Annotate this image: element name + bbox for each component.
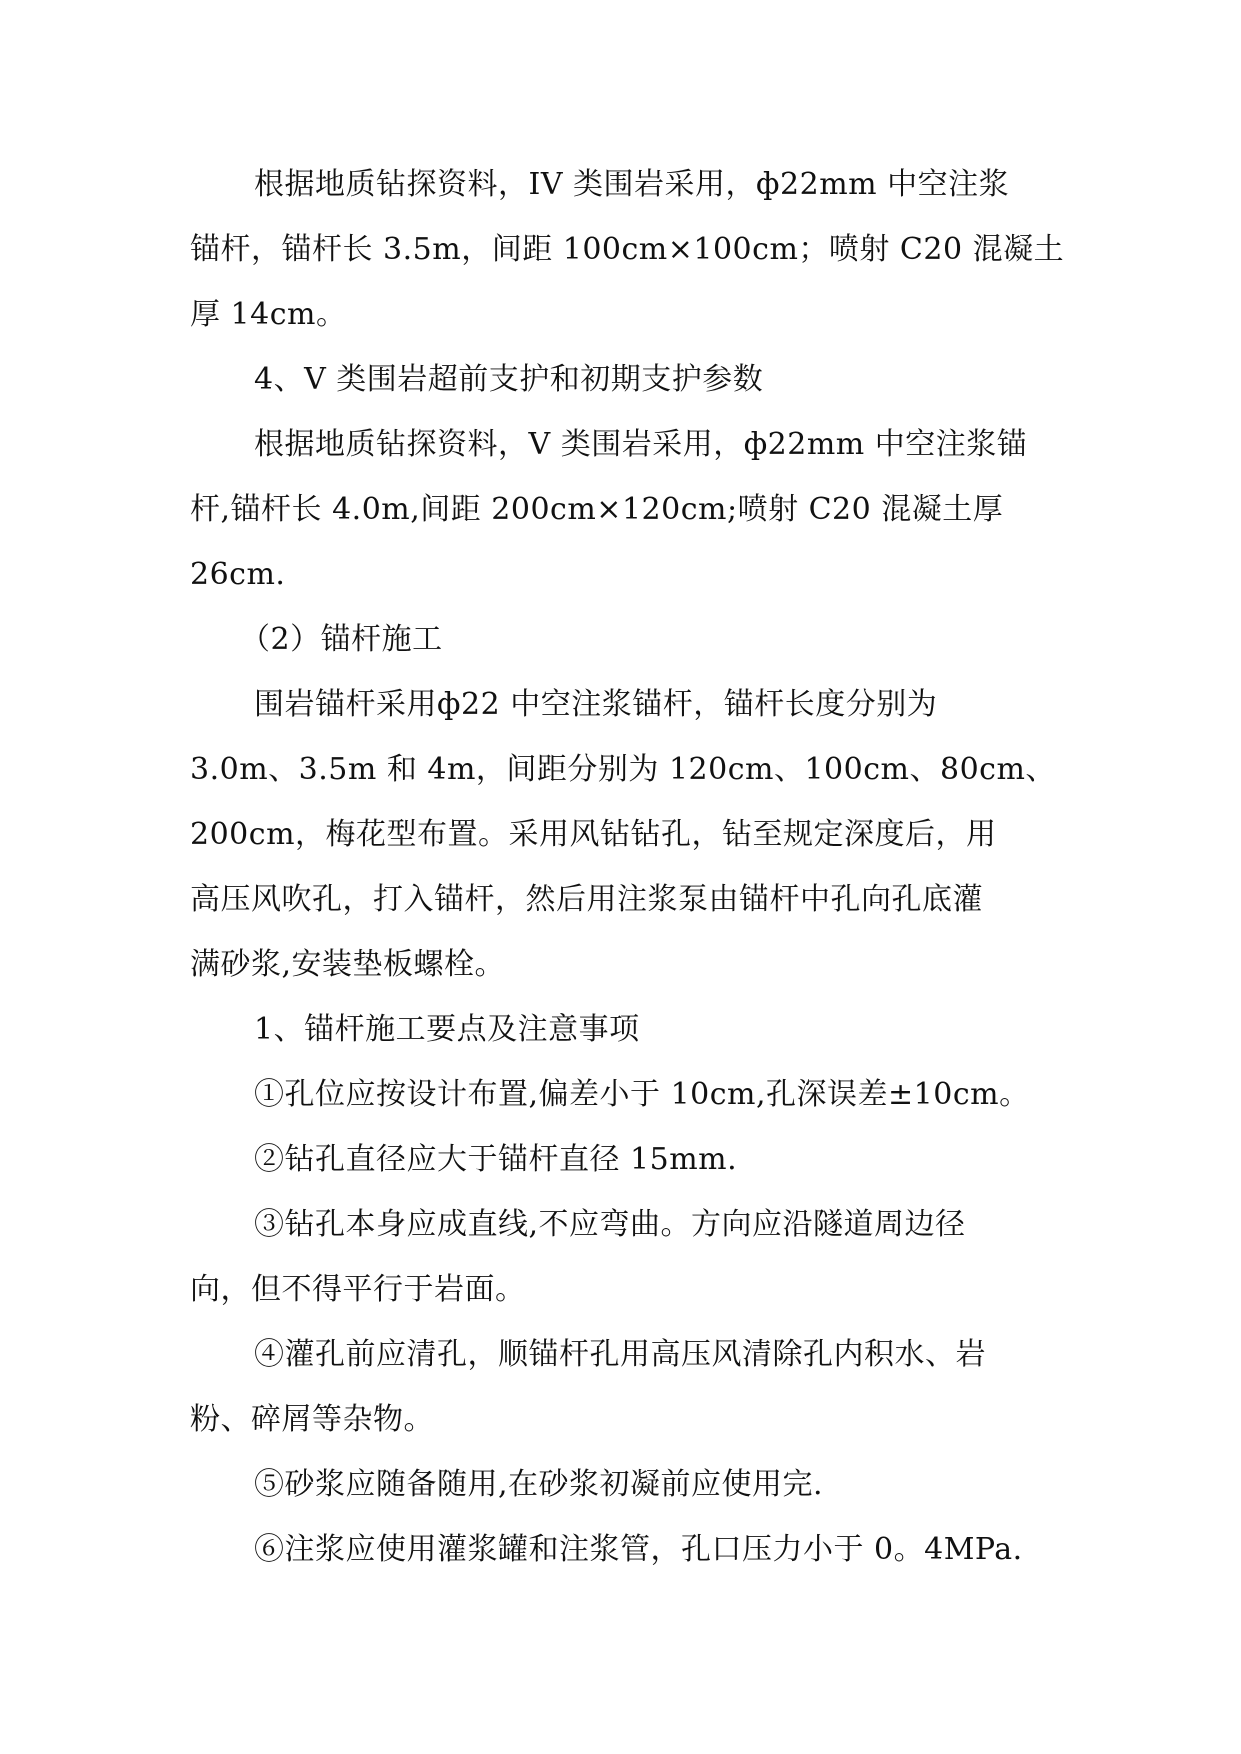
text-line: 厚 14cm。 [190, 297, 347, 332]
text-line: 向，但不得平行于岩面。 [190, 1272, 526, 1307]
list-item: ④灌孔前应清孔，顺锚杆孔用高压风清除孔内积水、岩 [254, 1337, 986, 1372]
text-line: 杆,锚杆长 4.0m,间距 200cm×120cm;喷射 C20 混凝土厚 [190, 492, 1004, 527]
text-line: 粉、碎屑等杂物。 [190, 1402, 434, 1437]
text-line: 200cm，梅花型布置。采用风钻钻孔，钻至规定深度后，用 [190, 817, 997, 852]
section-heading: （2）锚杆施工 [240, 622, 443, 657]
list-item: ②钻孔直径应大于锚杆直径 15mm. [254, 1142, 738, 1177]
list-item: ①孔位应按设计布置,偏差小于 10cm,孔深误差±10cm。 [254, 1077, 1030, 1112]
text-line: 围岩锚杆采用ф22 中空注浆锚杆，锚杆长度分别为 [254, 687, 938, 722]
text-line: 高压风吹孔，打入锚杆，然后用注浆泵由锚杆中孔向孔底灌 [190, 882, 983, 917]
text-line: 根据地质钻探资料，V 类围岩采用，ф22mm 中空注浆锚 [254, 427, 1028, 462]
text-line: 3.0m、3.5m 和 4m，间距分别为 120cm、100cm、80cm、 [190, 752, 1056, 787]
text-line: 锚杆，锚杆长 3.5m，间距 100cm×100cm；喷射 C20 混凝土 [190, 232, 1065, 267]
list-item: ③钻孔本身应成直线,不应弯曲。方向应沿隧道周边径 [254, 1207, 966, 1242]
list-item: ⑤砂浆应随备随用,在砂浆初凝前应使用完. [254, 1467, 824, 1502]
list-item: ⑥注浆应使用灌浆罐和注浆管，孔口压力小于 0。4MPa. [254, 1532, 1023, 1567]
section-heading: 4、V 类围岩超前支护和初期支护参数 [254, 362, 764, 397]
text-line: 满砂浆,安装垫板螺栓。 [190, 947, 506, 982]
section-heading: 1、锚杆施工要点及注意事项 [254, 1012, 640, 1047]
text-line: 26cm. [190, 557, 286, 592]
text-line: 根据地质钻探资料，IV 类围岩采用，ф22mm 中空注浆 [254, 167, 1010, 202]
